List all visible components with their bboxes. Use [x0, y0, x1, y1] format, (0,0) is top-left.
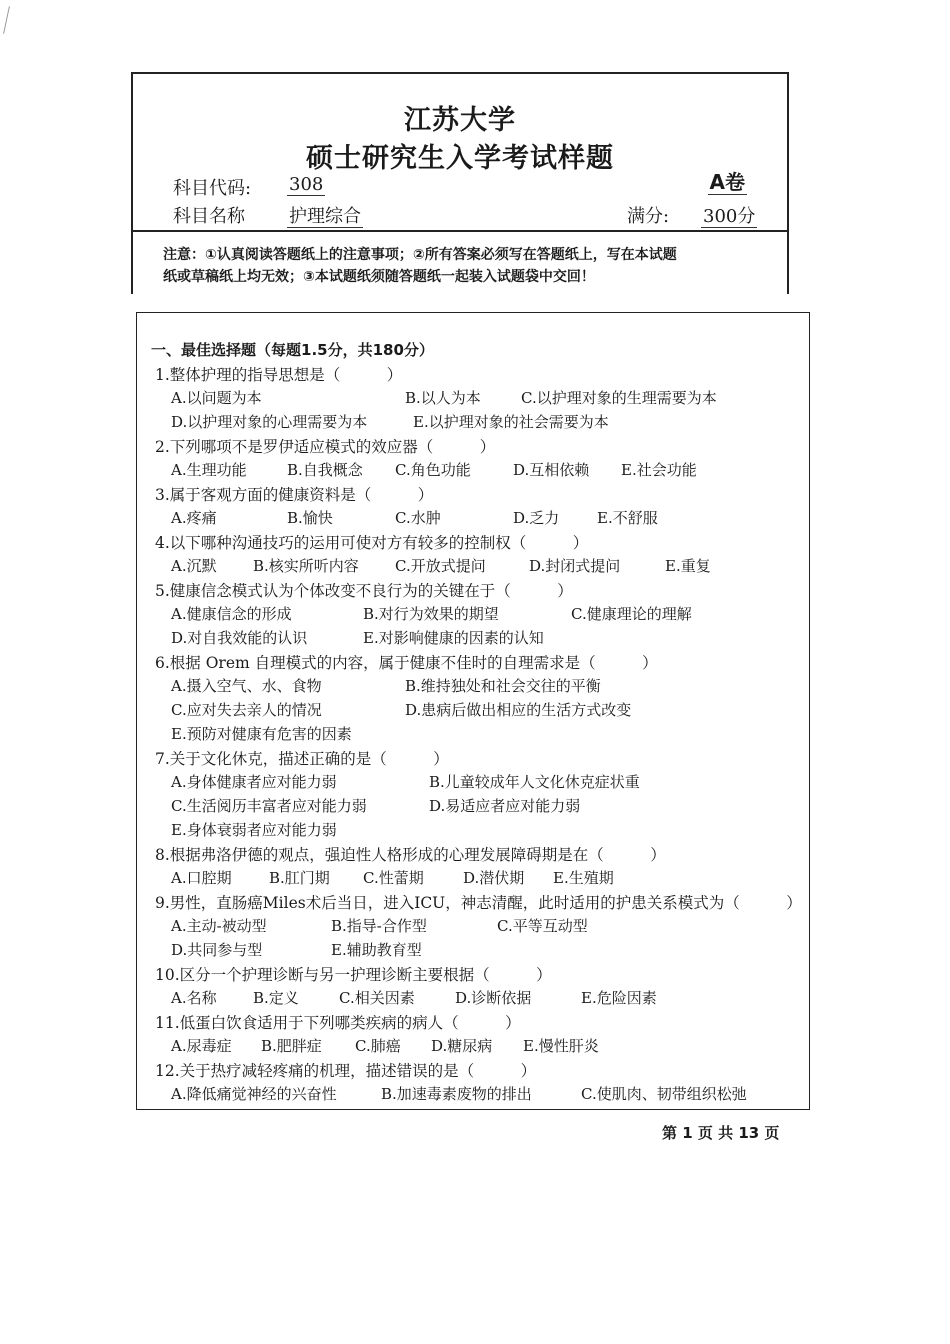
option: D.互相依赖: [513, 461, 590, 479]
question-stem: 10.区分一个护理诊断与另一护理诊断主要根据（ ）: [155, 966, 552, 984]
option: E.不舒服: [597, 509, 658, 527]
option: A.尿毒症: [171, 1037, 232, 1055]
option: B.核实所听内容: [253, 557, 359, 575]
option: B.加速毒素废物的排出: [381, 1085, 532, 1103]
question-stem: 11.低蛋白饮食适用于下列哪类疾病的病人（ ）: [155, 1014, 521, 1032]
scan-mark: [3, 6, 10, 34]
subject-code-label: 科目代码:: [173, 178, 252, 199]
option: C.相关因素: [339, 989, 415, 1007]
option: A.以问题为本: [171, 389, 262, 407]
option: C.性蕾期: [363, 869, 424, 887]
header-divider: [133, 230, 787, 232]
option: A.主动-被动型: [171, 917, 267, 935]
option: E.对影响健康的因素的认知: [363, 629, 544, 647]
option: E.预防对健康有危害的因素: [171, 725, 352, 743]
option: E.危险因素: [581, 989, 657, 1007]
option: D.封闭式提问: [529, 557, 621, 575]
option: A.生理功能: [171, 461, 247, 479]
option: B.愉快: [287, 509, 333, 527]
notice: [163, 244, 757, 288]
option: B.维持独处和社会交往的平衡: [405, 677, 601, 695]
question-stem: 5.健康信念模式认为个体改变不良行为的关键在于（ ）: [155, 582, 573, 600]
option: E.重复: [665, 557, 711, 575]
question-stem: 7.关于文化休克，描述正确的是（ ）: [155, 750, 449, 768]
option: D.乏力: [513, 509, 560, 527]
option: E.以护理对象的社会需要为本: [413, 413, 609, 431]
section-title: 一、最佳选择题（每题1.5分，共180分）: [151, 341, 434, 359]
option: A.降低痛觉神经的兴奋性: [171, 1085, 337, 1103]
question-stem: 6.根据 Orem 自理模式的内容，属于健康不佳时的自理需求是（ ）: [155, 654, 658, 672]
option: E.慢性肝炎: [523, 1037, 599, 1055]
option: B.自我概念: [287, 461, 363, 479]
subject-code-value: 308: [289, 174, 324, 195]
option: C.使肌肉、韧带组织松弛: [581, 1085, 747, 1103]
option: B.肛门期: [269, 869, 330, 887]
option: D.共同参与型: [171, 941, 263, 959]
option: A.沉默: [171, 557, 217, 575]
option: E.生殖期: [553, 869, 614, 887]
option: E.社会功能: [621, 461, 697, 479]
notice-line-1: 注意：①认真阅读答题纸上的注意事项；②所有答案必须写在答题纸上，写在本试题: [163, 247, 677, 263]
option: A.摄入空气、水、食物: [171, 677, 322, 695]
page-number: 第 1 页 共 13 页: [662, 1124, 780, 1142]
full-score-value: 300分: [703, 206, 756, 227]
option: B.肥胖症: [261, 1037, 322, 1055]
option: C.开放式提问: [395, 557, 486, 575]
option: A.健康信念的形成: [171, 605, 292, 623]
option: D.易适应者应对能力弱: [429, 797, 581, 815]
option: B.对行为效果的期望: [363, 605, 499, 623]
option: B.以人为本: [405, 389, 481, 407]
question-stem: 12.关于热疗减轻疼痛的机理，描述错误的是（ ）: [155, 1062, 537, 1080]
option: C.角色功能: [395, 461, 471, 479]
option: D.诊断依据: [455, 989, 532, 1007]
option: B.儿童较成年人文化休克症状重: [429, 773, 640, 791]
option: E.身体衰弱者应对能力弱: [171, 821, 337, 839]
question-box: [136, 312, 810, 1110]
question-stem: 9.男性，直肠癌Miles术后当日，进入ICU，神志清醒，此时适用的护患关系模式为（ ）: [155, 894, 802, 912]
university-name: 江苏大学: [404, 105, 516, 136]
option: A.身体健康者应对能力弱: [171, 773, 337, 791]
option: A.疼痛: [171, 509, 217, 527]
question-stem: 8.根据弗洛伊德的观点，强迫性人格形成的心理发展障碍期是在（ ）: [155, 846, 666, 864]
option: B.定义: [253, 989, 299, 1007]
option: C.平等互动型: [497, 917, 588, 935]
option: E.辅助教育型: [331, 941, 422, 959]
paper-version: A卷: [709, 170, 745, 194]
exam-title: 硕士研究生入学考试样题: [306, 143, 614, 174]
option: C.水肿: [395, 509, 441, 527]
question-stem: 4.以下哪种沟通技巧的运用可使对方有较多的控制权（ ）: [155, 534, 589, 552]
option: D.患病后做出相应的生活方式改变: [405, 701, 632, 719]
option: B.指导-合作型: [331, 917, 427, 935]
option: C.生活阅历丰富者应对能力弱: [171, 797, 367, 815]
subject-name-value: 护理综合: [289, 206, 361, 227]
exam-header: [131, 72, 789, 294]
option: A.名称: [171, 989, 217, 1007]
question-stem: 3.属于客观方面的健康资料是（ ）: [155, 486, 434, 504]
option: D.以护理对象的心理需要为本: [171, 413, 368, 431]
option: D.潜伏期: [463, 869, 525, 887]
option: C.肺癌: [355, 1037, 401, 1055]
subject-name-label: 科目名称: [173, 206, 245, 227]
question-stem: 1.整体护理的指导思想是（ ）: [155, 366, 403, 384]
option: D.糖尿病: [431, 1037, 493, 1055]
option: D.对自我效能的认识: [171, 629, 308, 647]
option: C.健康理论的理解: [571, 605, 692, 623]
full-score-label: 满分:: [627, 206, 670, 227]
option: C.以护理对象的生理需要为本: [521, 389, 717, 407]
option: C.应对失去亲人的情况: [171, 701, 322, 719]
question-stem: 2.下列哪项不是罗伊适应模式的效应器（ ）: [155, 438, 496, 456]
notice-line-2: 纸或草稿纸上均无效；③本试题纸须随答题纸一起装入试题袋中交回！: [163, 269, 595, 285]
option: A.口腔期: [171, 869, 232, 887]
